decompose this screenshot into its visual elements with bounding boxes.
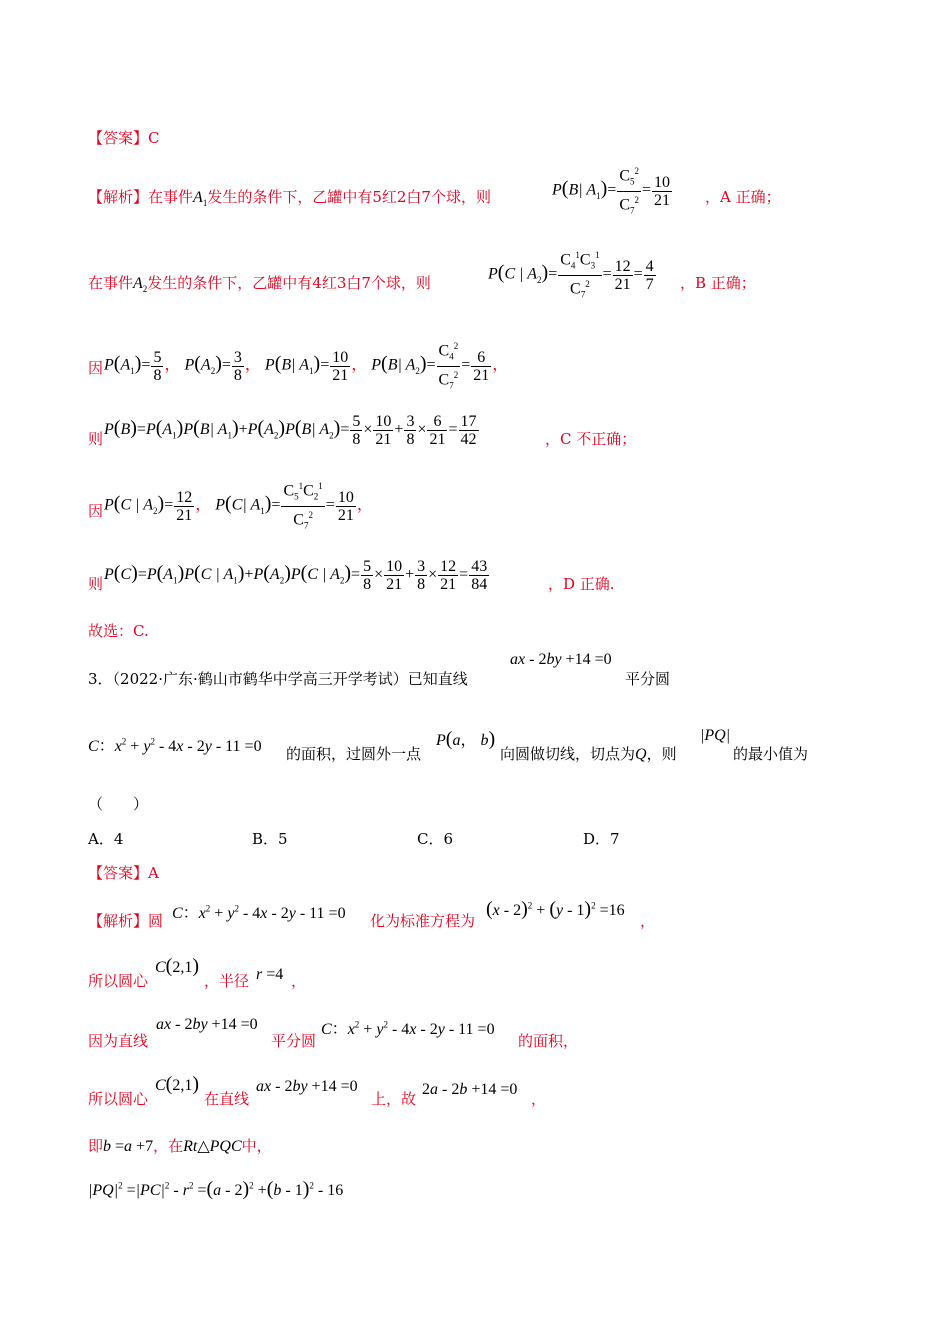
analysis-tail: ，C 不正确； [545,430,637,448]
formula-radius: r =4 [256,966,284,983]
analysis-line-3: 因 [88,359,104,377]
answer-value: C [148,129,160,147]
question-3-line2 [286,743,421,765]
analysis2-line-4: 所以圆心 [88,1090,149,1108]
analysis-text: ，在 [153,1137,184,1155]
analysis-text: 发生的条件下，乙罐中有4红3白7个球，则 [147,274,431,292]
option-b[interactable]: B．5 [252,830,288,848]
analysis-text: 圆 [148,912,164,930]
analysis-label: 【解析】 [88,188,149,206]
analysis2-line-2: 所以圆心 [88,972,149,990]
formula-pq-squared: $|PQ|^2 =|PC|^2 - r^2 =(a - 2)^2 +(b - 1)^2 - 16$ [88,1178,344,1200]
analysis-line-5: 因 [88,502,104,520]
analysis-label: 【解析】 [88,912,149,930]
formula-pq-abs: |PQ| [700,727,731,744]
analysis2-line-5 [88,1135,272,1158]
question-3-stem-tail: 平分圆 [625,670,671,688]
analysis-tail: ，D 正确. [548,575,615,593]
formula-ab-eq: 2a - 2b +14 =0 [422,1081,518,1098]
q3-text: 的面积，过圆外一点 [286,745,422,763]
formula-b-eq: b =a +7 [103,1138,154,1155]
formula-circle-c: C：$x^2 + y^2 - 4x - 2y - 11 =0$ [88,736,262,755]
formula-c-probabilities: P(C | $A_2)=$ $\frac{12}{21}$ ， P(C| $A_1)=$ $\frac{C_5^1C_2^1}{C_7^2}$ = $\frac{10}{21}$ ， [104,478,373,534]
formula-center: C(2,1) [155,1073,200,1095]
answer-value: A [148,864,159,882]
question-3-stem: 3．（2022·广东·鹤山市鹤华中学高三开学考试）已知直线 [88,670,468,688]
analysis-text: 化为标准方程为 [370,912,476,930]
answer-line-2 [88,862,159,884]
analysis-tail: ，B 正确； [680,274,756,292]
q3-text: ，则 [646,745,677,763]
option-a[interactable]: A．4 [88,830,124,848]
answer-line-1 [88,127,160,149]
question-3-paren: （ ） [88,795,149,813]
analysis-text: 即 [88,1137,104,1155]
formula-probabilities: $P(A_1)=$ $\frac{5}{8}$ ， $P(A_2)=$ $\frac{3}{8}$ ， P(B| $A_1)=$ $\frac{10}{21}$ ， P(B| $A_2)=$ $\frac{C_4^2}{C_7^2}$ = $\frac{6}{21}$ ， [104,338,508,394]
analysis-line-4: 则 [88,430,104,448]
formula-circle-c: C：$x^2 + y^2 - 4x - 2y - 11 =0$ [172,903,346,922]
formula-line-eq: ax - 2by +14 =0 [510,651,612,668]
answer-label: 【答案】 [88,864,149,882]
formula-p-c-given-a2: P(C | $A_2)=$ $\frac{C_4^1C_3^1}{C_7^2}$ = $\frac{12}{21}$ = $\frac{4}{7}$ [488,247,657,303]
formula-center: C(2,1) [155,955,200,977]
question-3-line2c: 的最小值为 [733,745,809,763]
analysis-text: 的面积， [518,1032,579,1050]
analysis-tail: ，A 正确； [705,188,781,206]
question-3-line2b [500,743,677,766]
analysis-text: 在事件 [88,274,134,292]
formula-a1: $A_1$ [193,189,208,209]
analysis-line-6: 则 [88,575,104,593]
formula-p-b-given-a1: P(B| $A_1)=$ $\frac{C_5^2}{C_7^2}$ = $\frac{10}{21}$ [552,163,673,219]
analysis-text: ， [640,912,656,930]
analysis-text: ， [291,972,307,990]
choice-line: 故选：C. [88,622,149,640]
formula-standard-circle: (x - 2)$^2$ + (y - 1)$^2$ =16 [486,898,625,920]
q3-text: 向圆做切线，切点为 [500,745,636,763]
option-d[interactable]: D．7 [583,830,620,848]
analysis-text: 在直线 [204,1090,250,1108]
formula-point-p: P(a， b) [436,728,496,750]
analysis-text: 中， [241,1137,272,1155]
formula-q: Q [635,746,647,763]
analysis-line-2 [88,272,431,300]
formula-line-eq: ax - 2by +14 =0 [156,1016,258,1033]
analysis2-line-3: 因为直线 [88,1032,149,1050]
analysis-text: 发生的条件下，乙罐中有5红2白7个球，则 [207,188,491,206]
analysis-text: ， [531,1090,547,1108]
formula-line-eq: ax - 2by +14 =0 [256,1078,358,1095]
formula-total-prob-b: $P(B)=P(A_1)P(B|$ $A_1)+P(A_2)P(B|$ $A_2)=$ $\frac{5}{8}$ × $\frac{10}{21}$ + $\frac{3}{8}$ × $\frac{6}{21}$ = $\frac{17}{42}$ [104,413,477,448]
analysis-text: 平分圆 [271,1032,317,1050]
analysis-text: 上，故 [371,1090,417,1108]
analysis-text: 在事件 [148,188,194,206]
answer-label: 【答案】 [88,129,149,147]
analysis2-line-1 [88,910,163,932]
analysis-line-1 [88,186,491,214]
analysis-text: ，半径 [204,972,250,990]
option-c[interactable]: C．6 [417,830,454,848]
formula-triangle: Rt△PQC [183,1138,242,1155]
formula-a2: $A_2$ [133,275,148,295]
formula-circle-c: C：$x^2 + y^2 - 4x - 2y - 11 =0$ [321,1019,495,1038]
formula-total-prob-c: $P(C)=P(A_1)P(C$ | $A_1)+P(A_2)P(C$ | $A_2)=$ $\frac{5}{8}$ × $\frac{10}{21}$ + $\frac{3}{8}$ × $\frac{12}{21}$ = $\frac{43}{84}$ [104,558,488,593]
